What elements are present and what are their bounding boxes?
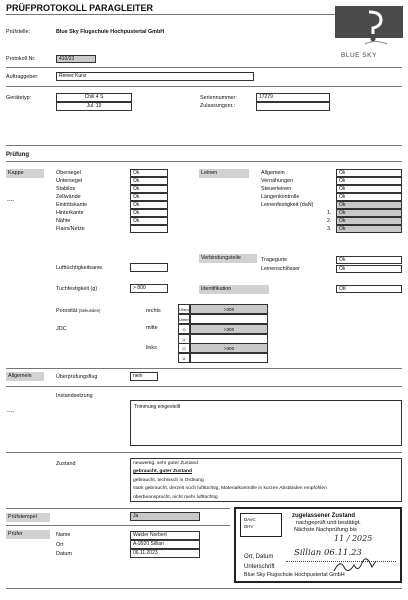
rule [6,508,230,509]
stamp-unterschrift-label: Unterschrift [244,564,275,570]
porositaet-text: Porosität [56,308,78,314]
pruefer-ort-label: Ort [56,542,64,548]
zulassungsnr-label: Zulassungsnr.: [200,103,236,109]
poro-value-cell[interactable]: >300 [190,324,268,334]
logo-text: BLUE SKY [341,52,377,59]
poro-value-cell[interactable]: >300 [190,304,268,314]
zustand-option[interactable]: gebraucht, guter Zustand [133,469,192,475]
kappe-item-field[interactable]: Ok [130,185,168,193]
rule [6,588,402,589]
kappe-item-field[interactable]: Ok [130,169,168,177]
leinen-item-field[interactable]: Ok [336,201,402,209]
protokoll-field[interactable]: 410/23 [56,55,96,63]
mitte-label: mitte [146,325,158,331]
leinen-item-label: 3. [327,226,332,232]
leinen-label: Leinen [201,170,218,176]
rechts-label: rechts [146,308,161,314]
rule [6,368,402,369]
page-title: PRÜFPROTOKOLL PARAGLEITER [6,3,154,13]
stamp-next-date: 11 / 2025 [334,534,373,543]
poro-u-cell: Unten [178,314,190,324]
poro-o-cell: Oben [178,304,190,314]
zustand-option[interactable]: gebraucht, technisch in Ordnung [133,477,204,483]
poro-empty-cell [190,314,268,324]
blue-sky-logo [335,6,403,64]
auftraggeber-field[interactable]: Reiner Kunz [56,72,254,81]
rule [6,386,402,387]
leinen-item-field[interactable]: Ok [336,209,402,217]
geraetetyp-field[interactable] [56,93,132,102]
leinenschloesser-label: Leinenschlösser [261,266,300,272]
instandsetzung-value: Trimmung eingestellt [134,404,181,410]
kappe-item-field[interactable]: Ok [130,193,168,201]
geraetetyp-date: Jul. 19 [86,103,102,109]
stamp-seal [240,513,282,537]
kappe-item-label: Flairs/Netze [56,226,85,232]
identifikation-label: Identifikation [201,286,232,292]
kappe-item-field[interactable]: Ok [130,201,168,209]
links-label: links [146,345,157,351]
seriennummer-field[interactable]: 17279 [256,93,330,102]
stamp-ort-datum-label: Ort, Datum [244,554,274,560]
instandsetzung-dash: ---- [7,409,15,415]
approval-stamp [234,507,402,583]
leinen-item-label: 2. [327,218,332,224]
ueberpruefungsflug-field[interactable]: nein [130,372,158,381]
kappe-item-label: Obersegel [56,170,81,176]
rule [6,86,402,87]
kappe-item-label: Hinterkante [56,210,84,216]
leinen-item-label: Leinenfestigkeit (daN) [261,202,314,208]
poro-u-cell: U [178,353,190,363]
geraetetyp-value: Chili 4 S [84,94,104,100]
kappe-dash: ---- [7,198,15,204]
rule [6,161,402,162]
porositaet-label [56,307,100,315]
identifikation-field[interactable]: OK [336,285,402,293]
pruefer-ort-field[interactable]: A-9920 Sillian [130,540,200,549]
stamp-ort-datum-value: Sillian 06.11.23 [294,548,362,558]
kappe-item-field[interactable] [130,225,168,233]
poro-o-cell: O [178,324,190,334]
jdc-label: JDC [56,326,67,332]
leinen-item-field[interactable]: Ok [336,193,402,201]
instandsetzung-label: Instandsetzung [56,393,93,399]
poro-value-cell[interactable]: >300 [190,343,268,353]
poro-o-cell: O [178,343,190,353]
luft-field[interactable] [130,263,168,272]
leinen-item-label: Steuerleinen [261,186,292,192]
rule [6,452,402,453]
stamp-line3: Nächste Nachprüfung bis [294,527,357,533]
kappe-item-label: Stabilos [56,186,76,192]
zustand-label: Zustand [56,461,76,467]
kappe-item-field[interactable]: Ok [130,177,168,185]
poro-empty-cell [190,334,268,344]
seriennummer-label: Seriennummer: [200,95,237,101]
pruefer-datum-field[interactable]: 06.11.2023 [130,549,200,558]
auftraggeber-label: Auftraggeber: [6,74,39,80]
zulassungsnr-field[interactable] [256,102,330,111]
geraetetyp-date-field[interactable] [56,102,132,111]
leinen-item-field[interactable]: Ok [336,217,402,225]
pruefer-name-field[interactable]: Walder Norbert [130,531,200,540]
leinenschloesser-field[interactable]: Ok [336,265,402,273]
tragegurte-label: Tragegurte [261,257,288,263]
instandsetzung-field[interactable] [130,400,402,446]
poro-u-cell: U [178,334,190,344]
rule [6,525,230,526]
pruefer-datum-label: Datum [56,551,72,557]
pruefstempel-field[interactable]: Ja [130,512,200,521]
pruefer-label: Prüfer [8,531,23,537]
stamp-line2: nachgeprüft und bestätigt. [296,520,361,526]
geraetetyp-label: Gerätetyp: [6,95,32,101]
stamp-line1: zugelassener Zustand [292,513,356,519]
pruefstelle-label: Prüfstelle: [6,29,30,35]
zustand-option[interactable]: überbeansprucht, nicht mehr lufttüchtig [133,494,218,500]
leinen-item-label: 1. [327,210,332,216]
leinen-item-field[interactable]: Ok [336,185,402,193]
pruefer-name-label: Name [56,532,71,538]
kappe-item-label: Zellwände [56,194,81,200]
pruefstelle-value: Blue Sky Flugschule Hochpustertal GmbH [56,29,165,35]
leinen-item-label: Vernähungen [261,178,294,184]
tragegurte-field[interactable]: Ok [336,256,402,264]
kappe-item-label: Nähte [56,218,71,224]
pruefung-label: Prüfung [6,152,29,158]
porositaet-unit: (Sekunden) [78,308,101,313]
poro-empty-cell [190,353,268,363]
stamp-corner2: DHV [244,524,254,529]
luft-label: Lufttüchtigkeitsanw. [56,265,104,271]
ueberpruefungsflug-label: Überprüfungsflug [56,374,98,380]
tuch-field[interactable]: > 800 [130,284,168,293]
leinen-item-field[interactable]: Ok [336,169,402,177]
stamp-company: Blue Sky Flugschule Hochpustertal GmbH [244,572,345,578]
kappe-label: Kappe [8,170,24,176]
rule [6,145,402,146]
protokoll-label: Protokoll Nr. [6,56,36,62]
leinen-item-label: Längenkontrolle [261,194,300,200]
allgemein-label: Allgemein [8,373,32,379]
rule [6,67,402,68]
pruefstempel-label: Prüfstempel [8,514,37,520]
kappe-item-field[interactable]: Ok [130,217,168,225]
zustand-option[interactable]: stark gebraucht, derzeit noch lufttüchtig, Materialkontrolle in kurzen Abständen empfohlen [133,486,327,492]
kappe-item-label: Untersegel [56,178,83,184]
leinen-item-label: Allgemein [261,170,285,176]
tuch-label: Tuchfestigkeit (g) [56,286,98,292]
zustand-options[interactable] [130,458,402,502]
kappe-item-label: Eintrittskante [56,202,88,208]
kappe-item-field[interactable]: Ok [130,209,168,217]
stamp-corner1: DAeC [244,517,256,522]
zustand-option[interactable]: neuwertig, sehr guter Zustand [133,461,198,466]
leinen-item-field[interactable]: Ok [336,177,402,185]
verbindungsteile-label: Verbindungsteile [201,255,241,261]
leinen-item-field[interactable]: Ok [336,225,402,233]
